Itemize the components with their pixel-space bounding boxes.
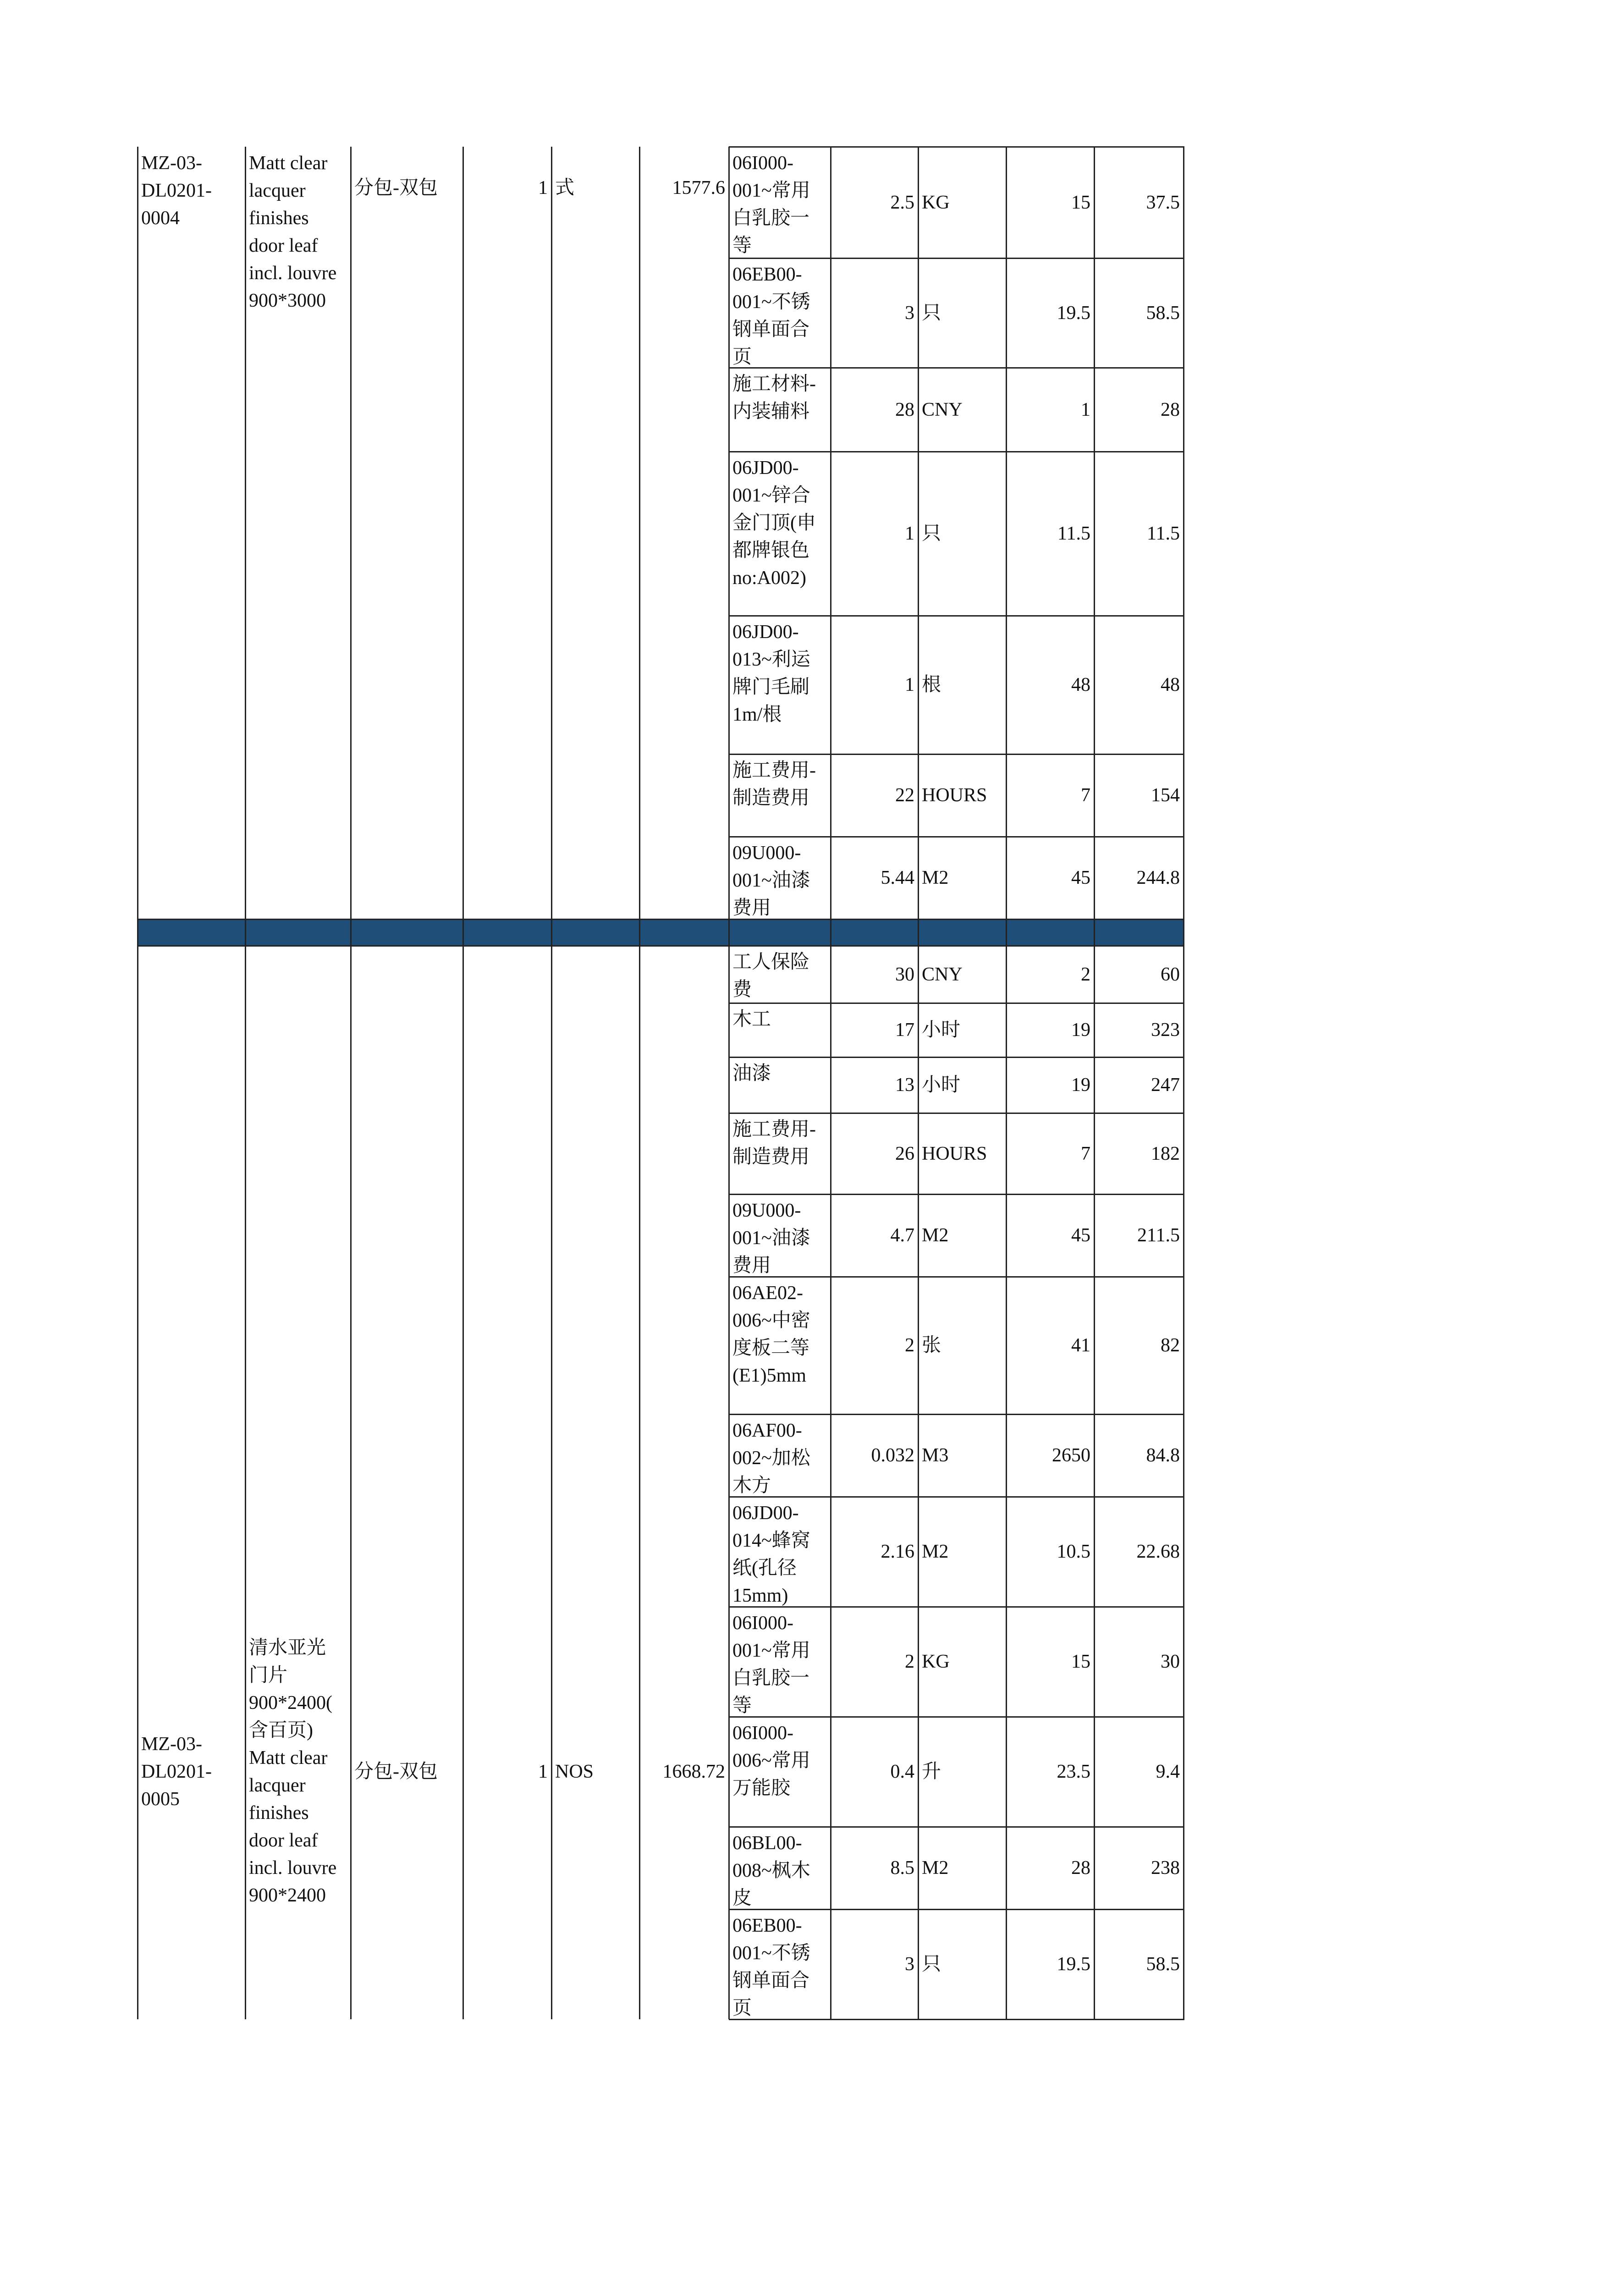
material-qty (834, 1607, 914, 1717)
material-qty-text: 2.5 (890, 192, 914, 213)
material-unit (922, 837, 1002, 919)
material-unit-text: M2 (922, 1541, 949, 1562)
material-price-text: 15 (1071, 1651, 1090, 1672)
item-qty: 1 (538, 177, 548, 198)
grid-line-vertical (245, 147, 246, 2019)
material-name: 工人保险 费 (732, 952, 810, 1000)
material-unit-text: 张 (922, 1335, 941, 1356)
material-name: 06JD00- 014~蜂窝 纸(孔径 15mm) (732, 1503, 810, 1606)
material-price-text: 45 (1071, 1225, 1090, 1246)
material-unit (922, 1057, 1002, 1113)
grid-line-vertical (728, 919, 730, 946)
material-total-text: 28 (1161, 399, 1180, 420)
material-total (1098, 1607, 1180, 1717)
material-unit-text: HOURS (922, 1143, 987, 1164)
material-unit (922, 452, 1002, 616)
material-unit-text: 只 (922, 1954, 941, 1975)
material-price-text: 19 (1071, 1019, 1090, 1041)
material-price-text: 19 (1071, 1074, 1090, 1096)
grid-line-vertical (918, 919, 919, 946)
material-qty-text: 2 (905, 1335, 914, 1356)
grid-line-vertical (1006, 919, 1007, 946)
material-qty (834, 1113, 914, 1194)
material-unit-text: 小时 (922, 1019, 961, 1041)
item-code: MZ-03- DL0201- 0004 (141, 153, 212, 229)
material-total-text: 211.5 (1137, 1225, 1180, 1246)
material-name: 06I000- 001~常用 白乳胶一 等 (732, 153, 810, 256)
material-name: 06JD00- 013~利运 牌门毛刷 1m/根 (732, 622, 810, 725)
material-price-text: 48 (1071, 674, 1090, 695)
material-total-text: 244.8 (1136, 867, 1180, 888)
material-price-text: 2650 (1052, 1445, 1090, 1466)
material-price-text: 10.5 (1057, 1541, 1090, 1562)
material-unit-text: CNY (922, 399, 963, 420)
material-qty (834, 616, 914, 754)
material-price (1010, 946, 1090, 1003)
material-total (1098, 1003, 1180, 1057)
material-unit (922, 258, 1002, 368)
material-unit (922, 1003, 1002, 1057)
grid-line-vertical (830, 147, 831, 2019)
material-price (1010, 1909, 1090, 2019)
material-total-text: 154 (1151, 785, 1180, 806)
material-name: 06EB00- 001~不锈 钢单面合 页 (732, 264, 810, 368)
item-description (249, 1600, 347, 1944)
material-name: 09U000- 001~油漆 费用 (732, 1200, 810, 1276)
material-total (1098, 1113, 1180, 1194)
material-name: 06I000- 001~常用 白乳胶一 等 (732, 1613, 810, 1716)
material-price (1010, 1827, 1090, 1909)
material-unit (922, 1277, 1002, 1414)
material-total-text: 60 (1161, 964, 1180, 985)
material-unit-text: KG (922, 192, 950, 213)
material-total (1098, 368, 1180, 452)
material-name: 施工材料- 内装辅料 (732, 374, 816, 422)
material-unit-text: 只 (922, 302, 941, 324)
material-price-text: 23.5 (1057, 1761, 1090, 1782)
material-price (1010, 368, 1090, 452)
material-total (1098, 1277, 1180, 1414)
section-separator-band (138, 919, 1184, 946)
item-amount (643, 1744, 725, 1799)
item-amount-text: 1668.72 (662, 1761, 725, 1782)
material-unit (922, 1113, 1002, 1194)
material-qty (834, 1277, 914, 1414)
material-price (1010, 147, 1090, 258)
material-qty (834, 258, 914, 368)
grid-line-vertical (551, 919, 552, 946)
item-amount: 1577.6 (672, 177, 725, 198)
material-price (1010, 1194, 1090, 1277)
material-total (1098, 1717, 1180, 1827)
material-price (1010, 1717, 1090, 1827)
material-qty (834, 1497, 914, 1607)
grid-line-vertical (639, 147, 640, 2019)
item-category: 分包-双包 (354, 177, 438, 198)
material-name: 06I000- 006~常用 万能胶 (732, 1723, 810, 1799)
material-price (1010, 1607, 1090, 1717)
material-unit (922, 946, 1002, 1003)
material-unit-text: M2 (922, 1857, 949, 1879)
material-name: 06BL00- 008~枫木 皮 (732, 1833, 810, 1909)
material-total-text: 58.5 (1146, 302, 1180, 324)
material-name: 06AE02- 006~中密 度板二等 (E1)5mm (732, 1283, 810, 1386)
material-name: 09U000- 001~油漆 费用 (732, 843, 810, 919)
material-price (1010, 1497, 1090, 1607)
material-qty-text: 26 (895, 1143, 914, 1164)
material-name: 木工 (732, 1009, 771, 1030)
material-total (1098, 616, 1180, 754)
material-total-text: 82 (1161, 1335, 1180, 1356)
material-total-text: 37.5 (1146, 192, 1180, 213)
grid-line-vertical (1183, 919, 1184, 946)
material-total (1098, 1194, 1180, 1277)
material-price (1010, 616, 1090, 754)
material-qty-text: 13 (895, 1074, 914, 1096)
grid-line-vertical (137, 147, 138, 2019)
material-price (1010, 837, 1090, 919)
material-unit (922, 754, 1002, 837)
material-qty-text: 8.5 (890, 1857, 914, 1879)
material-qty-text: 2.16 (881, 1541, 914, 1562)
material-unit-text: KG (922, 1651, 950, 1672)
material-unit (922, 147, 1002, 258)
material-qty-text: 30 (895, 964, 914, 985)
grid-line-vertical (1183, 147, 1184, 2019)
material-qty-text: 3 (905, 302, 914, 324)
material-name: 油漆 (732, 1063, 771, 1084)
material-total (1098, 754, 1180, 837)
material-qty (834, 1827, 914, 1909)
grid-line-vertical (1094, 147, 1095, 2019)
material-price-text: 15 (1071, 192, 1090, 213)
material-total (1098, 1414, 1180, 1497)
item-qty-text: 1 (538, 1761, 548, 1782)
grid-line-vertical (728, 147, 730, 2019)
grid-line-vertical (350, 147, 352, 2019)
material-qty (834, 147, 914, 258)
material-qty-text: 4.7 (890, 1225, 914, 1246)
material-qty-text: 5.44 (881, 867, 914, 888)
material-price (1010, 1113, 1090, 1194)
grid-line-vertical (1006, 147, 1007, 2019)
material-unit-text: 根 (922, 674, 941, 695)
material-total (1098, 1827, 1180, 1909)
grid-line-vertical (137, 919, 138, 946)
item-description-text: 清水亚光 门片 900*2400( 含百页) Matt clear lacquer finishes door leaf incl. louvre 900*2400 (249, 1637, 337, 1906)
material-unit-text: HOURS (922, 785, 987, 806)
material-total (1098, 946, 1180, 1003)
material-unit-text: 升 (922, 1761, 941, 1782)
material-total-text: 84.8 (1146, 1445, 1180, 1466)
material-unit-text: M2 (922, 1225, 949, 1246)
material-unit (922, 1607, 1002, 1717)
material-qty (834, 1414, 914, 1497)
item-qty (467, 1744, 548, 1799)
material-name: 06AF00- 002~加松 木方 (732, 1420, 810, 1496)
material-total-text: 182 (1151, 1143, 1180, 1164)
material-total (1098, 1057, 1180, 1113)
material-unit (922, 368, 1002, 452)
material-unit (922, 1827, 1002, 1909)
material-name: 06EB00- 001~不锈 钢单面合 页 (732, 1915, 810, 2019)
material-qty (834, 452, 914, 616)
material-price-text: 28 (1071, 1857, 1090, 1879)
material-unit-text: CNY (922, 964, 963, 985)
material-qty-text: 3 (905, 1954, 914, 1975)
material-name: 施工费用- 制造费用 (732, 760, 816, 809)
material-unit-text: M2 (922, 867, 949, 888)
grid-line-vertical (551, 147, 552, 2019)
material-price (1010, 1057, 1090, 1113)
material-price-text: 41 (1071, 1335, 1090, 1356)
material-name: 06JD00- 001~锌合 金门顶(申 都牌银色 no:A002) (732, 457, 816, 589)
material-total-text: 22.68 (1136, 1541, 1180, 1562)
material-total (1098, 837, 1180, 919)
material-qty-text: 0.4 (890, 1761, 914, 1782)
material-price (1010, 258, 1090, 368)
grid-line-vertical (350, 919, 352, 946)
grid-line-vertical (918, 147, 919, 2019)
material-unit (922, 1909, 1002, 2019)
material-qty-text: 1 (905, 523, 914, 544)
material-total-text: 48 (1161, 674, 1180, 695)
material-qty-text: 0.032 (871, 1445, 914, 1466)
material-unit (922, 616, 1002, 754)
material-price (1010, 452, 1090, 616)
material-qty-text: 2 (905, 1651, 914, 1672)
material-total-text: 58.5 (1146, 1954, 1180, 1975)
material-price-text: 2 (1081, 964, 1090, 985)
grid-line-vertical (462, 919, 464, 946)
material-qty (834, 1194, 914, 1277)
material-qty-text: 1 (905, 674, 914, 695)
material-qty (834, 368, 914, 452)
material-price-text: 1 (1081, 399, 1090, 420)
material-unit (922, 1194, 1002, 1277)
material-qty (834, 754, 914, 837)
material-price-text: 45 (1071, 867, 1090, 888)
material-price (1010, 1003, 1090, 1057)
grid-line-vertical (245, 919, 246, 946)
material-price-text: 7 (1081, 1143, 1090, 1164)
item-description: Matt clear lacquer finishes door leaf incl. louvre 900*3000 (249, 153, 337, 311)
material-price-text: 11.5 (1057, 523, 1090, 544)
material-price-text: 7 (1081, 785, 1090, 806)
material-unit (922, 1717, 1002, 1827)
material-qty-text: 17 (895, 1019, 914, 1041)
material-unit-text: 只 (922, 523, 941, 544)
material-total-text: 30 (1161, 1651, 1180, 1672)
material-total-text: 323 (1151, 1019, 1180, 1041)
item-code (141, 1685, 242, 1859)
item-unit-text: NOS (555, 1761, 594, 1782)
material-unit-text: M3 (922, 1445, 949, 1466)
item-unit (555, 1744, 636, 1799)
material-total-text: 238 (1151, 1857, 1180, 1879)
material-total-text: 247 (1151, 1074, 1180, 1096)
material-total (1098, 452, 1180, 616)
material-price (1010, 1277, 1090, 1414)
item-code-text: MZ-03- DL0201- 0005 (141, 1734, 212, 1810)
material-qty (834, 1003, 914, 1057)
grid-line-vertical (639, 919, 640, 946)
material-qty (834, 1909, 914, 2019)
material-total-text: 9.4 (1156, 1761, 1180, 1782)
material-total (1098, 147, 1180, 258)
material-price-text: 19.5 (1057, 302, 1090, 324)
material-qty (834, 946, 914, 1003)
material-name: 施工费用- 制造费用 (732, 1119, 816, 1168)
grid-line-vertical (830, 919, 831, 946)
material-total-text: 11.5 (1147, 523, 1180, 544)
material-unit-text: 小时 (922, 1074, 961, 1096)
material-price-text: 19.5 (1057, 1954, 1090, 1975)
grid-line-vertical (462, 147, 464, 2019)
material-qty-text: 28 (895, 399, 914, 420)
material-price (1010, 754, 1090, 837)
material-qty (834, 837, 914, 919)
grid-line-vertical (1094, 919, 1095, 946)
material-qty (834, 1057, 914, 1113)
item-category (354, 1744, 459, 1799)
material-total (1098, 258, 1180, 368)
material-total (1098, 1497, 1180, 1607)
material-qty (834, 1717, 914, 1827)
material-price (1010, 1414, 1090, 1497)
material-qty-text: 22 (895, 785, 914, 806)
material-total (1098, 1909, 1180, 2019)
material-unit (922, 1497, 1002, 1607)
item-category-text: 分包-双包 (354, 1761, 438, 1782)
material-unit (922, 1414, 1002, 1497)
item-unit: 式 (555, 177, 575, 198)
